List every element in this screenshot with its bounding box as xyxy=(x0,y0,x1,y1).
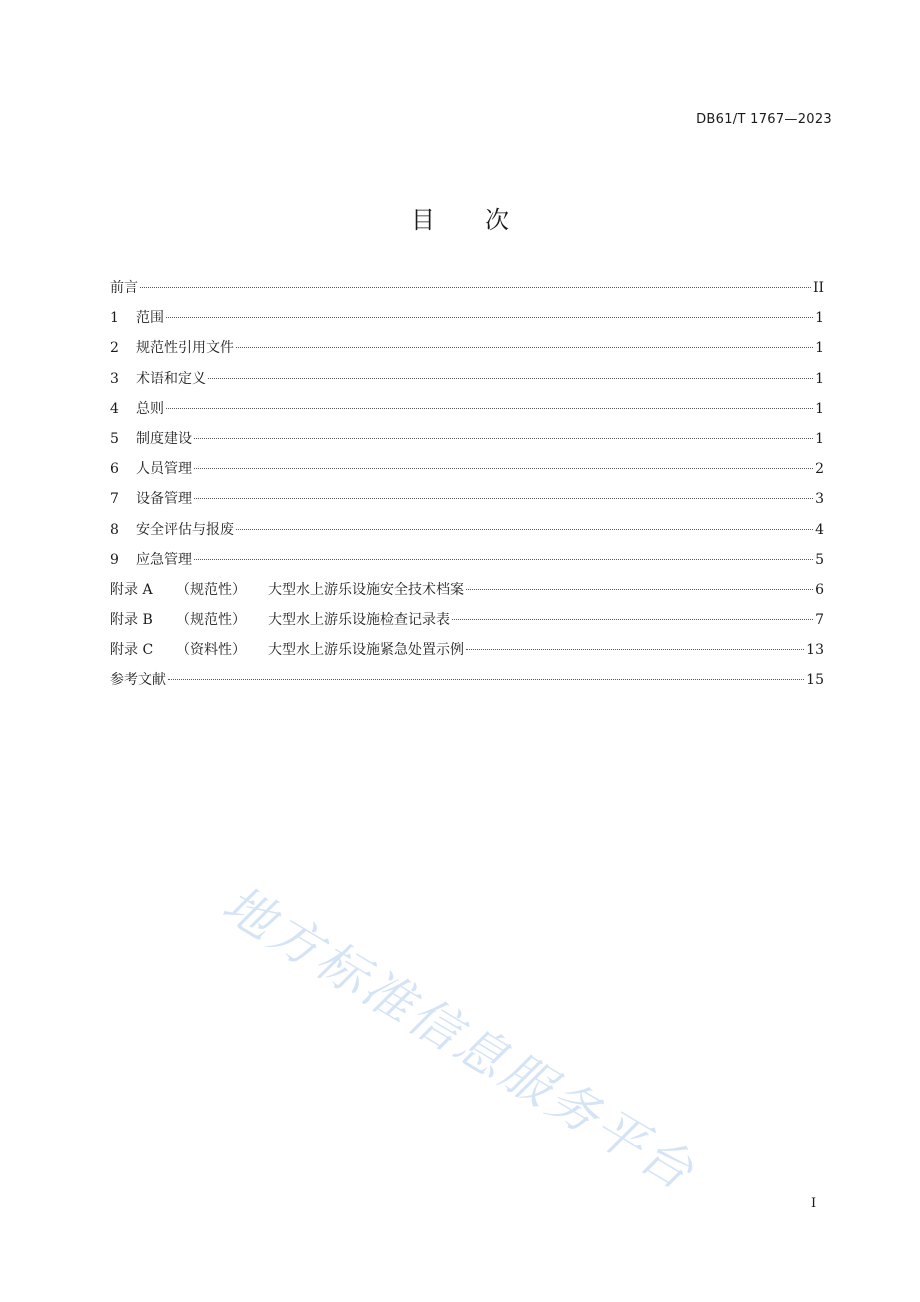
appendix-prefix: 附录 A xyxy=(110,581,153,598)
toc-entry-label: 制度建设 xyxy=(136,430,192,447)
toc-entry-section-7[interactable] xyxy=(110,489,824,519)
toc-title xyxy=(0,200,920,235)
toc-entry-number: 1 xyxy=(110,310,119,327)
toc-entry-page: 1 xyxy=(815,400,824,417)
dot-leader xyxy=(466,649,804,650)
toc-entry-page: 1 xyxy=(815,430,824,447)
toc-entry-page: 5 xyxy=(815,551,824,568)
toc-entry-page: 2 xyxy=(815,461,824,478)
toc-entry-section-6[interactable] xyxy=(110,459,824,489)
toc-entry-appendix-a[interactable] xyxy=(110,580,824,610)
toc-entry-section-2[interactable] xyxy=(110,338,824,368)
appendix-kind: （规范性） xyxy=(176,581,246,598)
document-code: DB61/T 1767—2023 xyxy=(696,112,832,127)
dot-leader xyxy=(236,529,813,530)
dot-leader xyxy=(466,589,813,590)
toc-entry-number: 2 xyxy=(110,340,119,357)
toc-entry-number: 5 xyxy=(110,430,119,447)
toc-entry-label: 设备管理 xyxy=(136,491,192,508)
toc-entry-page: II xyxy=(812,280,824,296)
toc-entry-number: 4 xyxy=(110,400,119,417)
toc-entry-number: 6 xyxy=(110,461,119,478)
toc-entry-number: 9 xyxy=(110,551,119,568)
toc-entry-label: 人员管理 xyxy=(136,461,192,478)
toc-entry-references[interactable] xyxy=(110,670,824,700)
toc-entry-label: 大型水上游乐设施检查记录表 xyxy=(268,612,450,629)
dot-leader xyxy=(168,679,804,680)
dot-leader xyxy=(194,559,813,560)
appendix-prefix: 附录 B xyxy=(110,612,153,629)
appendix-kind: （规范性） xyxy=(176,612,246,629)
toc-entry-section-3[interactable] xyxy=(110,369,824,399)
appendix-prefix: 附录 C xyxy=(110,642,154,659)
toc-entry-foreword[interactable] xyxy=(110,278,824,308)
dot-leader xyxy=(140,287,811,288)
toc-entry-section-8[interactable] xyxy=(110,520,824,550)
toc-entry-label: 大型水上游乐设施紧急处置示例 xyxy=(268,642,464,659)
dot-leader xyxy=(208,378,813,379)
dot-leader xyxy=(452,619,813,620)
toc-entry-label: 总则 xyxy=(136,400,164,417)
toc-entry-page: 4 xyxy=(815,521,824,538)
toc-entry-page: 1 xyxy=(815,310,824,327)
toc-entry-label: 范围 xyxy=(136,310,164,327)
dot-leader xyxy=(194,438,813,439)
table-of-contents xyxy=(110,278,824,701)
toc-entry-section-9[interactable] xyxy=(110,550,824,580)
toc-entry-page: 3 xyxy=(815,491,824,508)
toc-title-char-1: 目 xyxy=(411,206,435,234)
toc-entry-page: 1 xyxy=(815,340,824,357)
toc-entry-number: 8 xyxy=(110,521,119,538)
toc-entry-label: 规范性引用文件 xyxy=(136,340,234,357)
watermark: 地方标准信息服务平台 xyxy=(213,874,706,1203)
toc-entry-page: 1 xyxy=(815,370,824,387)
toc-entry-appendix-b[interactable] xyxy=(110,610,824,640)
toc-entry-page: 15 xyxy=(806,672,824,689)
toc-entry-label: 安全评估与报废 xyxy=(136,521,234,538)
dot-leader xyxy=(194,468,813,469)
page-number: I xyxy=(811,1196,817,1211)
toc-entry-number: 3 xyxy=(110,370,119,387)
toc-entry-page: 6 xyxy=(815,581,824,598)
toc-entry-label: 大型水上游乐设施安全技术档案 xyxy=(268,581,464,598)
toc-entry-number: 7 xyxy=(110,491,119,508)
toc-entry-label: 应急管理 xyxy=(136,551,192,568)
dot-leader xyxy=(166,408,813,409)
toc-title-char-2: 次 xyxy=(485,206,509,234)
dot-leader xyxy=(236,347,813,348)
toc-entry-page: 7 xyxy=(815,612,824,629)
toc-entry-section-4[interactable] xyxy=(110,399,824,429)
dot-leader xyxy=(194,498,813,499)
toc-entry-appendix-c[interactable] xyxy=(110,640,824,670)
appendix-kind: （资料性） xyxy=(176,642,246,659)
toc-entry-section-5[interactable] xyxy=(110,429,824,459)
toc-entry-section-1[interactable] xyxy=(110,308,824,338)
toc-entry-page: 13 xyxy=(806,642,824,659)
toc-entry-label: 术语和定义 xyxy=(136,370,206,387)
toc-entry-label: 参考文献 xyxy=(110,672,166,689)
dot-leader xyxy=(166,317,813,318)
toc-entry-label: 前言 xyxy=(110,280,138,296)
